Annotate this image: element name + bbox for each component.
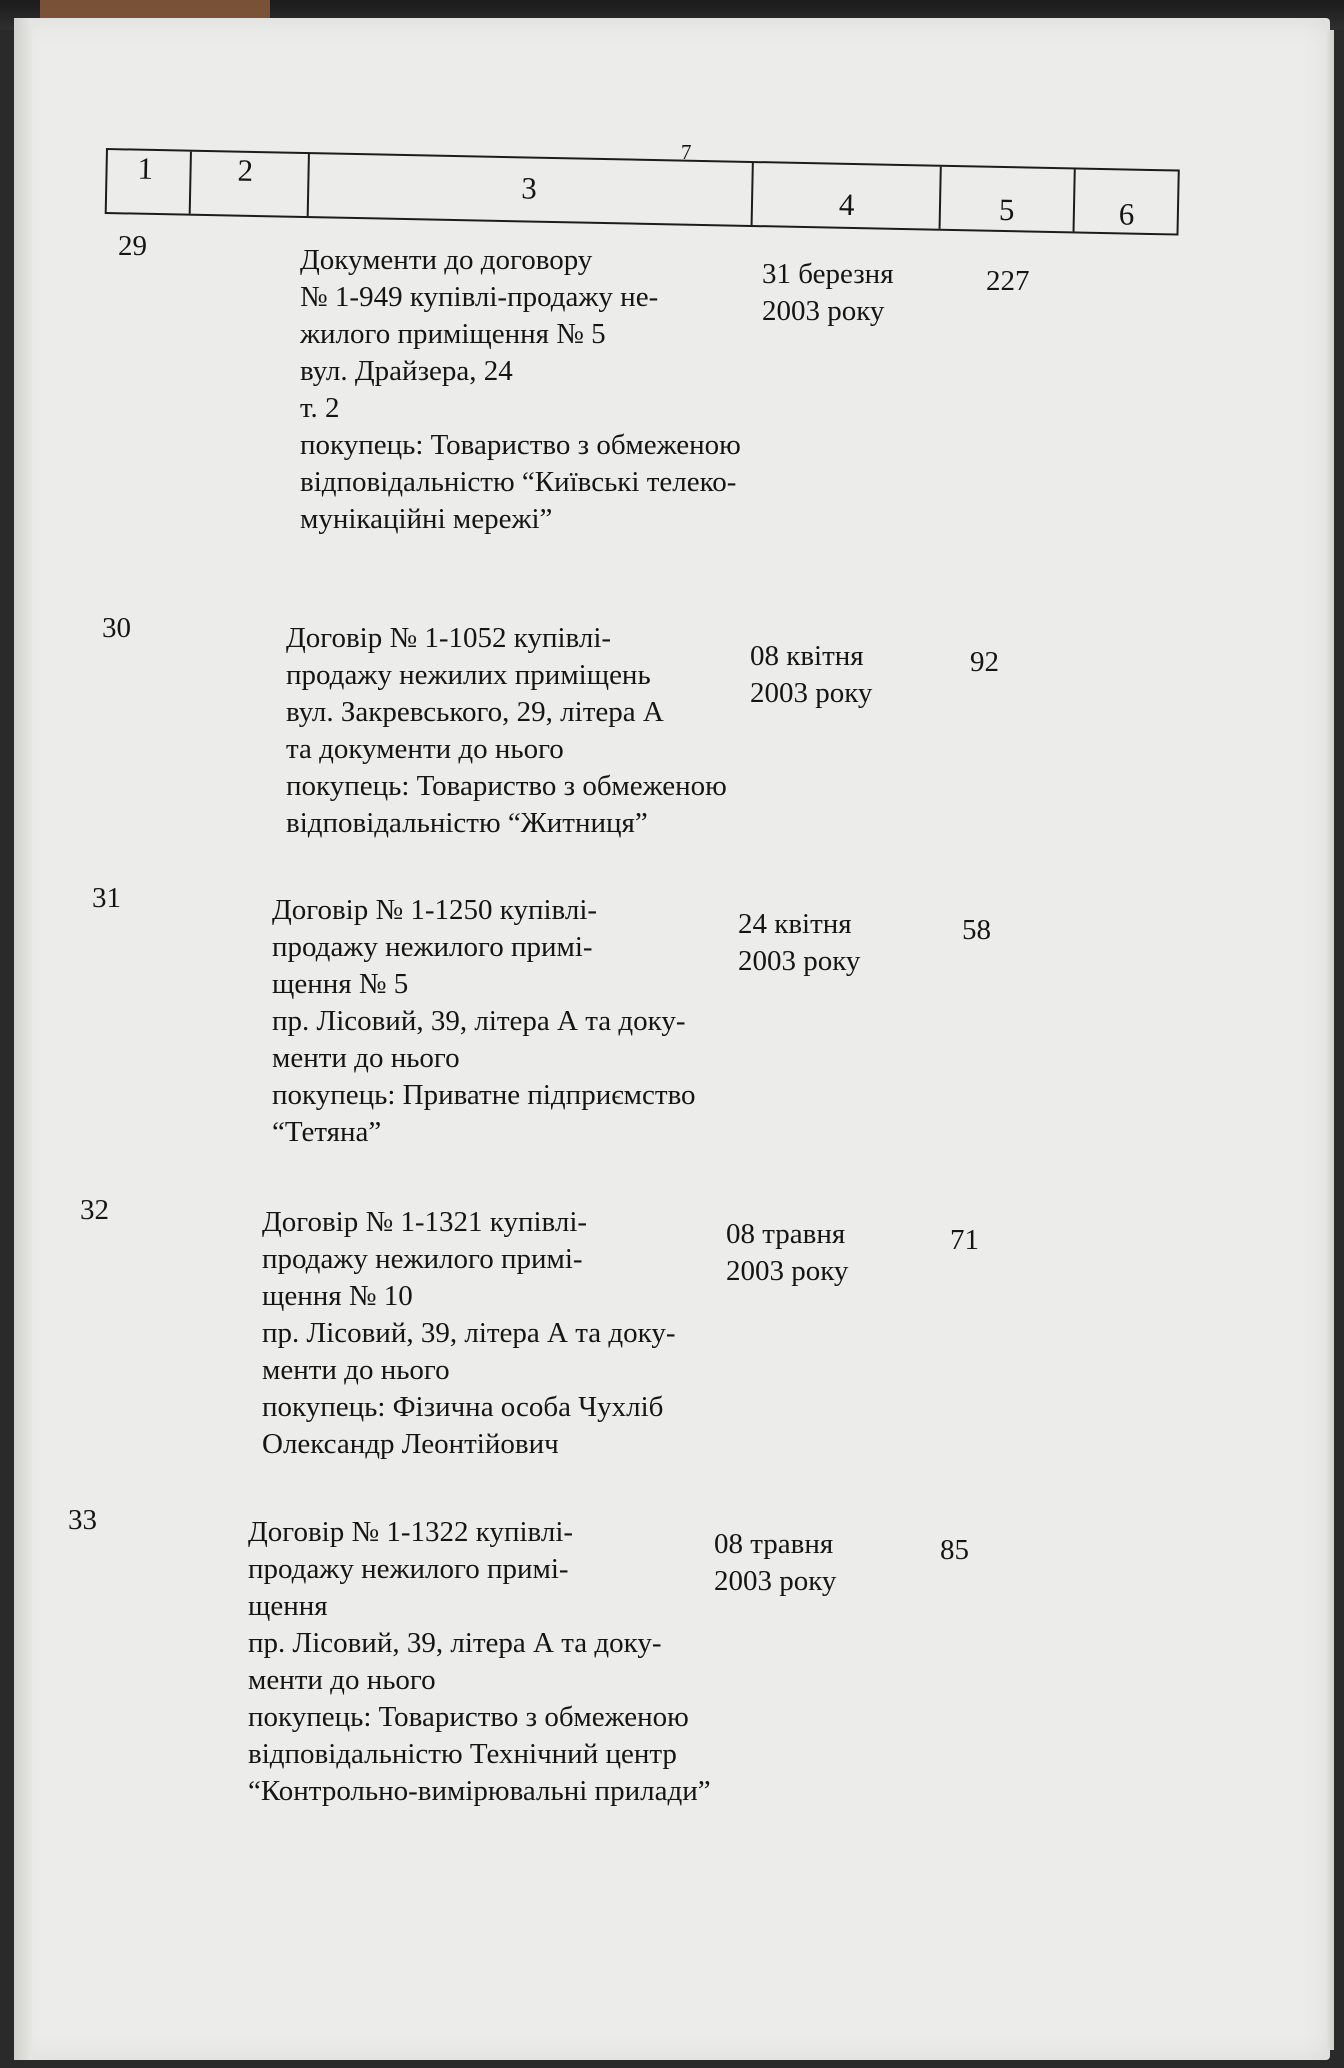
entry-sheet-count: 92 <box>970 646 999 678</box>
entry-date: 31 березня 2003 року <box>762 258 894 327</box>
entry-description: Договір № 1-1052 купівлі- продажу нежилих приміщень вул. Закревського, 29, літера А та документи до нього покупець: Товариство з обмеженою відповідальністю “Житниця” <box>286 622 727 839</box>
entry-sheet-count: 71 <box>950 1224 979 1256</box>
entry-description: Договір № 1-1250 купівлі- продажу нежилого примі- щення № 5 пр. Лісовий, 39, літера А та доку- менти до нього покупець: Приватне підприємство “Тетяна” <box>272 894 696 1148</box>
entry-date: 08 травня 2003 року <box>714 1528 837 1597</box>
entry-number: 31 <box>92 882 121 914</box>
entry-number: 29 <box>118 230 147 262</box>
entry-description: Договір № 1-1321 купівлі- продажу нежилого примі- щення № 10 пр. Лісовий, 39, літера А та доку- менти до нього покупець: Фізична особа Чухліб Олександр Леонтійович <box>262 1206 676 1460</box>
entry-number: 30 <box>102 612 131 644</box>
entry-number: 32 <box>80 1194 109 1226</box>
entry-number: 33 <box>68 1504 97 1536</box>
page-edge <box>1326 30 1334 2050</box>
page-number: 7 <box>681 140 692 164</box>
entry-description: Документи до договору № 1-949 купівлі-продажу не- жилого приміщення № 5 вул. Драйзера, 24 т. 2 покупець: Товариство з обмеженою відповідальністю “Київські телеко- мунікаційні мережі” <box>300 244 741 535</box>
header-col-3: 3 <box>309 154 754 225</box>
header-col-6: 6 <box>1118 196 1135 232</box>
header-col-2: 2 <box>191 152 310 216</box>
entry-description: Договір № 1-1322 купівлі- продажу нежилого примі- щення пр. Лісовий, 39, літера А та доку- менти до нього покупець: Товариство з обмеженою відповідальністю Технічний центр “Контрольно-вимірювальні прилади” <box>248 1516 711 1807</box>
entry-sheet-count: 58 <box>962 914 991 946</box>
page-spine-shadow <box>14 18 32 2060</box>
entry-date: 08 травня 2003 року <box>726 1218 849 1287</box>
header-col-5: 5 <box>941 167 1076 232</box>
entry-date: 08 квітня 2003 року <box>750 640 873 709</box>
entry-sheet-count: 85 <box>940 1534 969 1566</box>
header-col-4: 4 <box>753 163 942 229</box>
entry-date: 24 квітня 2003 року <box>738 908 861 977</box>
entry-sheet-count: 227 <box>986 265 1030 297</box>
header-col-1: 1 <box>107 150 192 214</box>
